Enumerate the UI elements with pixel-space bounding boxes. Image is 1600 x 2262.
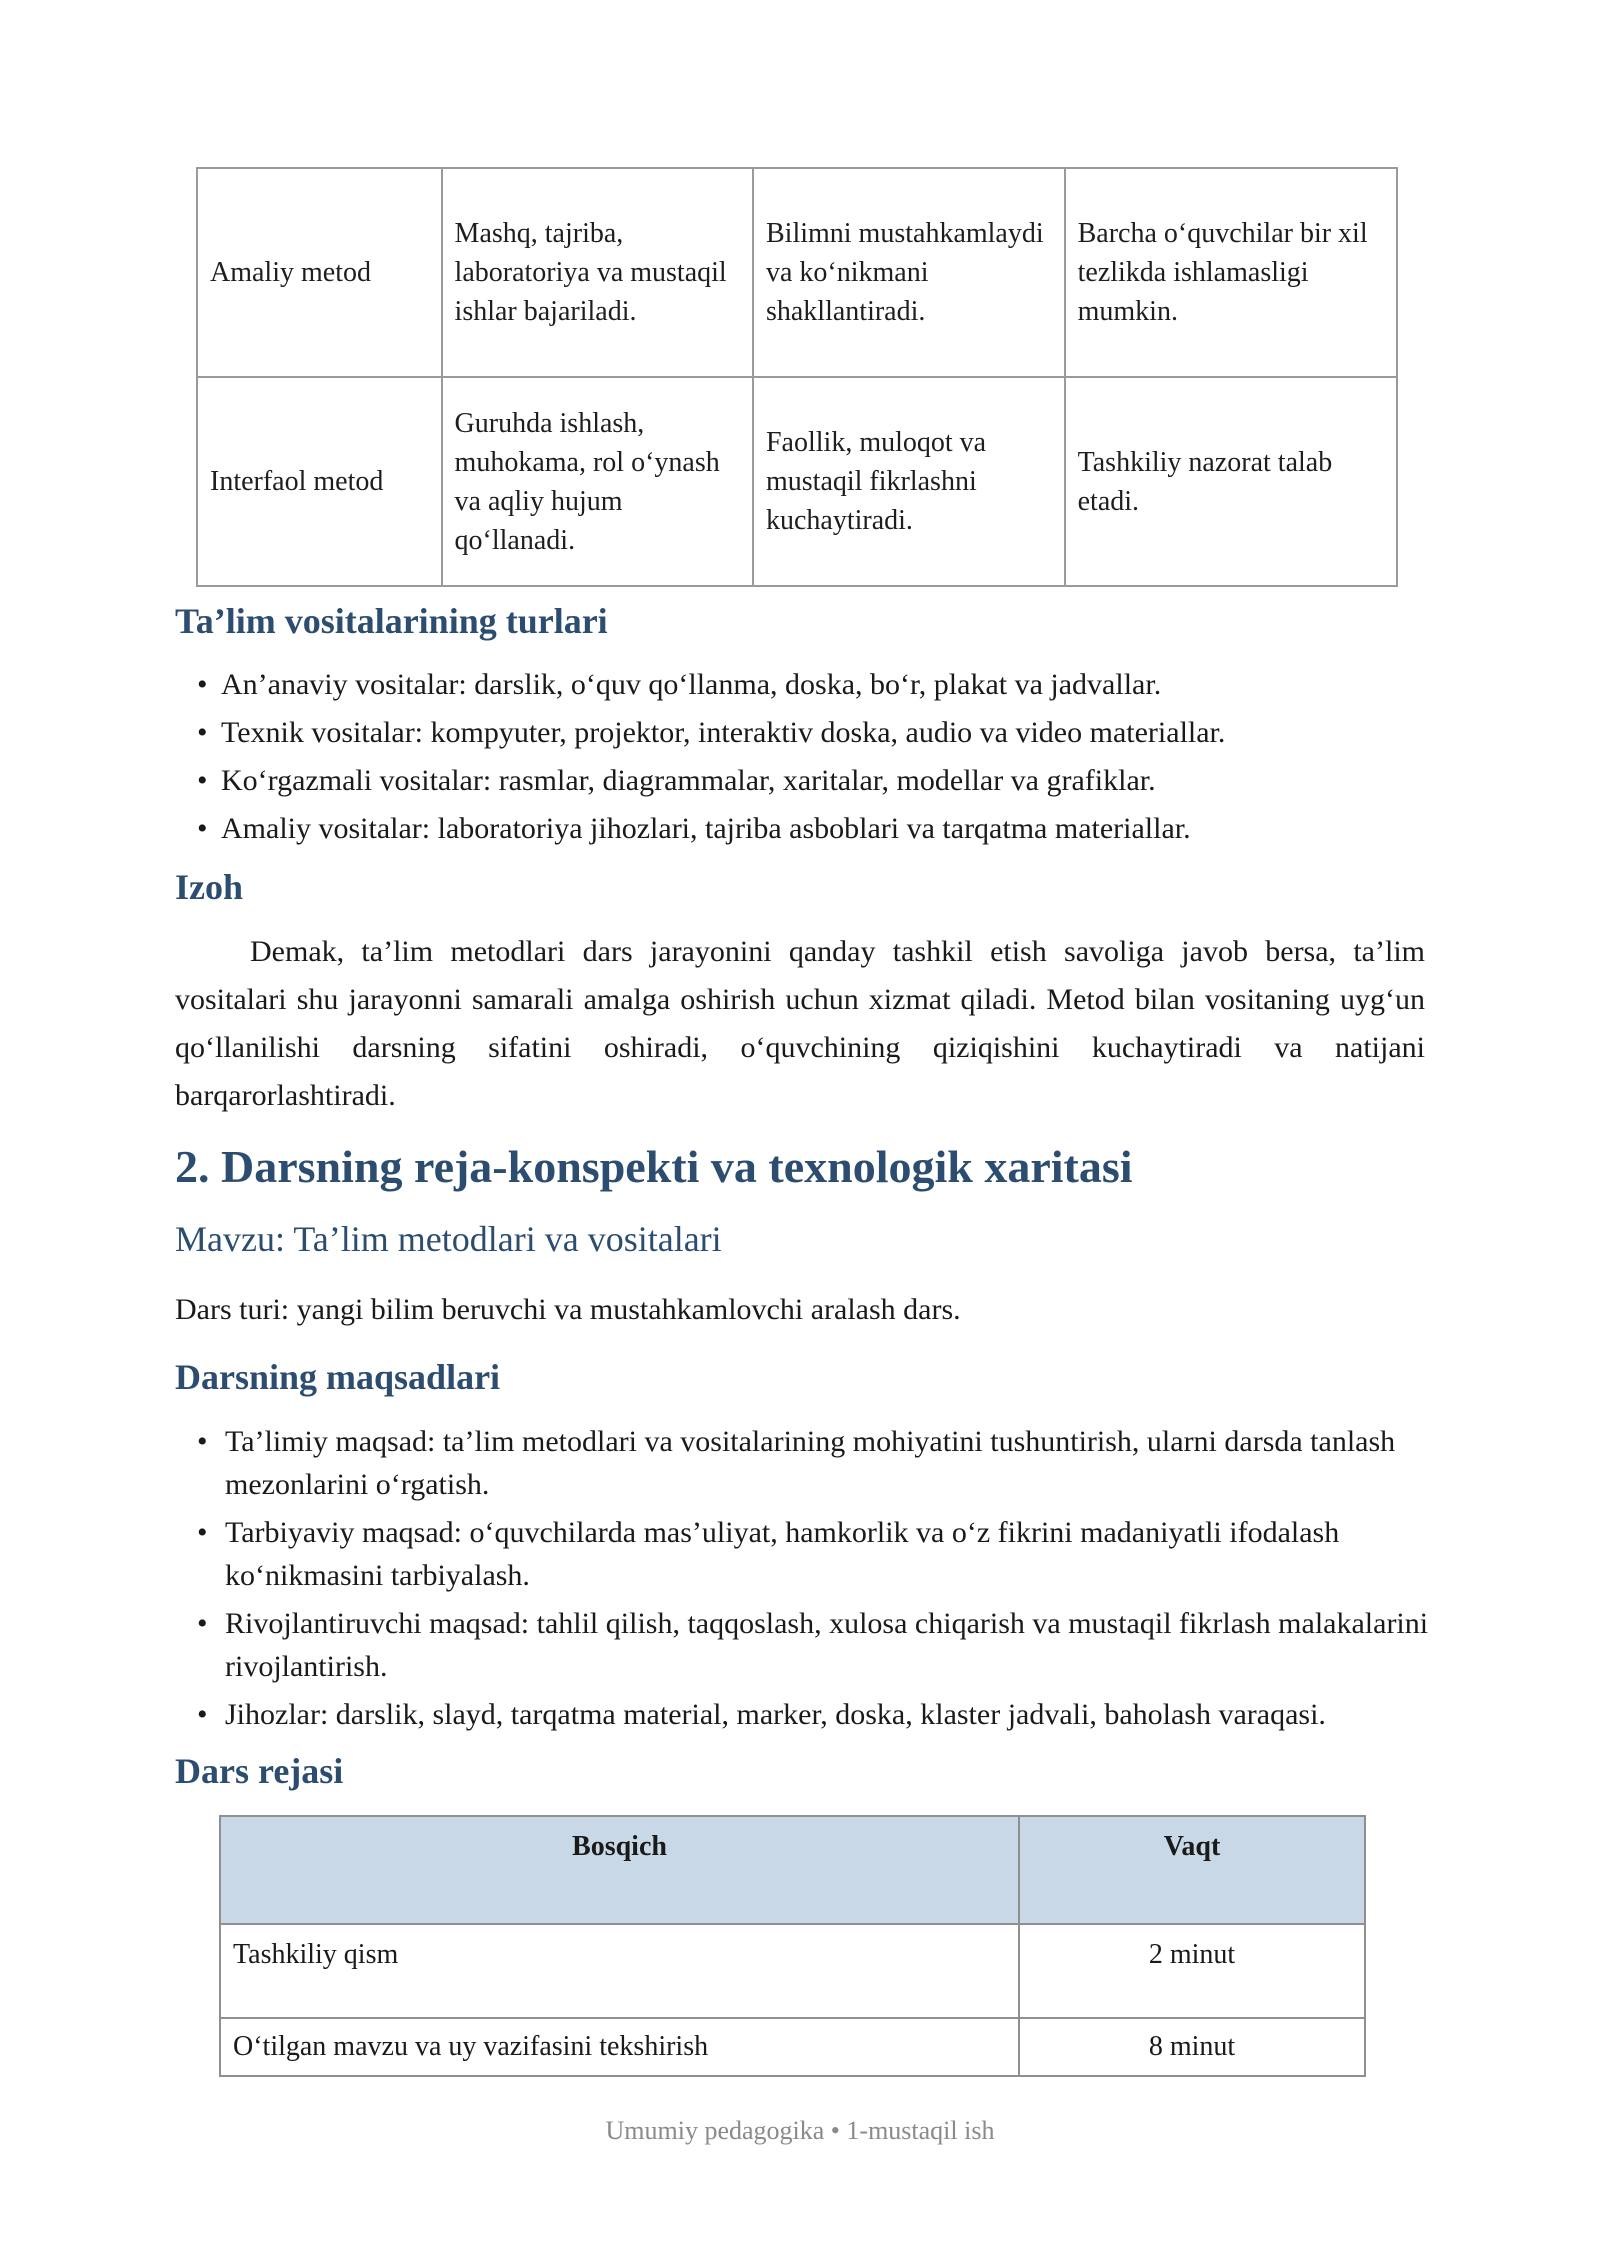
- method-disadvantage-cell: Tashkiliy nazorat talab etadi.: [1065, 377, 1397, 586]
- list-item-text: Ko‘rgazmali vositalar: rasmlar, diagrammalar, xaritalar, modellar va grafiklar.: [221, 764, 1156, 797]
- table-row: [197, 168, 1397, 377]
- method-description-cell: Mashq, tajriba, laboratoriya va mustaqil ishlar bajariladi.: [442, 168, 753, 377]
- list-item: [175, 711, 1435, 754]
- method-description-cell: Guruhda ishlash, muhokama, rol o‘ynash va aqliy hujum qo‘llanadi.: [442, 377, 753, 586]
- list-item-text: Texnik vositalar: kompyuter, projektor, interaktiv doska, audio va video materiallar.: [221, 716, 1226, 749]
- list-item: [175, 1420, 1435, 1506]
- note-paragraph: Demak, ta’lim metodlari dars jarayonini qanday tashkil etish savoliga javob bersa, ta’lim vositalari shu jarayonni samarali amalga oshirish uchun xizmat qiladi. Metod bilan vositaning uyg‘un qo‘llanilishi darsning sifatini oshiradi, o‘quvchining qiziqishini kuchaytiradi va natijani barqarorlashtiradi.: [175, 935, 1425, 1112]
- stage-cell: Tashkiliy qism: [220, 1924, 1019, 2018]
- page-footer: Umumiy pedagogika • 1-mustaqil ish: [605, 2116, 995, 2145]
- method-name-cell: Amaliy metod: [197, 168, 442, 377]
- list-item: [175, 1602, 1435, 1688]
- list-item: [175, 759, 1435, 802]
- list-item-text: Ta’limiy maqsad: ta’lim metodlari va vositalarining mohiyatini tushuntirish, ularni darsda tanlash mezonlarini o‘rgatish.: [225, 1425, 1396, 1501]
- lesson-plan-table: [219, 1815, 1366, 2077]
- list-item-text: Amaliy vositalar: laboratoriya jihozlari, tajriba asboblari va tarqatma materiallar.: [221, 812, 1191, 845]
- bullet-icon: •: [197, 1516, 208, 1549]
- column-header-stage: Bosqich: [220, 1816, 1019, 1924]
- method-advantage-cell: Bilimni mustahkamlaydi va ko‘nikmani shakllantiradi.: [753, 168, 1065, 377]
- list-item: [175, 1511, 1435, 1597]
- time-cell: 2 minut: [1019, 1924, 1365, 2018]
- list-item-text: Tarbiyaviy maqsad: o‘quvchilarda mas’uliyat, hamkorlik va o‘z fikrini madaniyatli ifodalash ko‘nikmasini tarbiyalash.: [225, 1516, 1340, 1592]
- table-row: [220, 2018, 1365, 2076]
- table-header-row: [220, 1816, 1365, 1924]
- lesson-topic: Mavzu: Ta’lim metodlari va vositalari: [175, 1219, 722, 1259]
- list-item-text: Jihozlar: darslik, slayd, tarqatma material, marker, doska, klaster jadvali, baholash varaqasi.: [225, 1698, 1326, 1731]
- bullet-icon: •: [197, 668, 208, 701]
- time-cell: 8 minut: [1019, 2018, 1365, 2076]
- column-header-time: Vaqt: [1019, 1816, 1365, 1924]
- method-disadvantage-cell: Barcha o‘quvchilar bir xil tezlikda ishlamasligi mumkin.: [1065, 168, 1397, 377]
- stage-cell: O‘tilgan mavzu va uy vazifasini tekshirish: [220, 2018, 1019, 2076]
- lesson-type: Dars turi: yangi bilim beruvchi va mustahkamlovchi aralash dars.: [175, 1293, 961, 1326]
- bullet-icon: •: [197, 1425, 208, 1458]
- bullet-icon: •: [197, 812, 208, 845]
- bullet-icon: •: [197, 764, 208, 797]
- tools-heading: Ta’lim vositalarining turlari: [175, 601, 608, 641]
- tools-list: [175, 663, 1435, 855]
- plan-heading: Dars rejasi: [175, 1751, 344, 1791]
- method-name-cell: Interfaol metod: [197, 377, 442, 586]
- list-item-text: Rivojlantiruvchi maqsad: tahlil qilish, taqqoslash, xulosa chiqarish va mustaqil fikrlash malakalarini rivojlantirish.: [225, 1607, 1429, 1683]
- goals-list: [175, 1420, 1435, 1741]
- table-row: [197, 377, 1397, 586]
- list-item-text: An’anaviy vositalar: darslik, o‘quv qo‘llanma, doska, bo‘r, plakat va jadvallar.: [221, 668, 1162, 701]
- bullet-icon: •: [197, 716, 208, 749]
- list-item: [175, 1693, 1435, 1736]
- table-row: [220, 1924, 1365, 2018]
- note-heading: Izoh: [175, 867, 244, 907]
- goals-heading: Darsning maqsadlari: [175, 1357, 501, 1397]
- bullet-icon: •: [197, 1698, 208, 1731]
- methods-table: [196, 167, 1398, 587]
- bullet-icon: •: [197, 1607, 208, 1640]
- list-item: [175, 807, 1435, 850]
- section-title: 2. Darsning reja-konspekti va texnologik xaritasi: [175, 1141, 1133, 1192]
- method-advantage-cell: Faollik, muloqot va mustaqil fikrlashni kuchaytiradi.: [753, 377, 1065, 586]
- list-item: [175, 663, 1435, 706]
